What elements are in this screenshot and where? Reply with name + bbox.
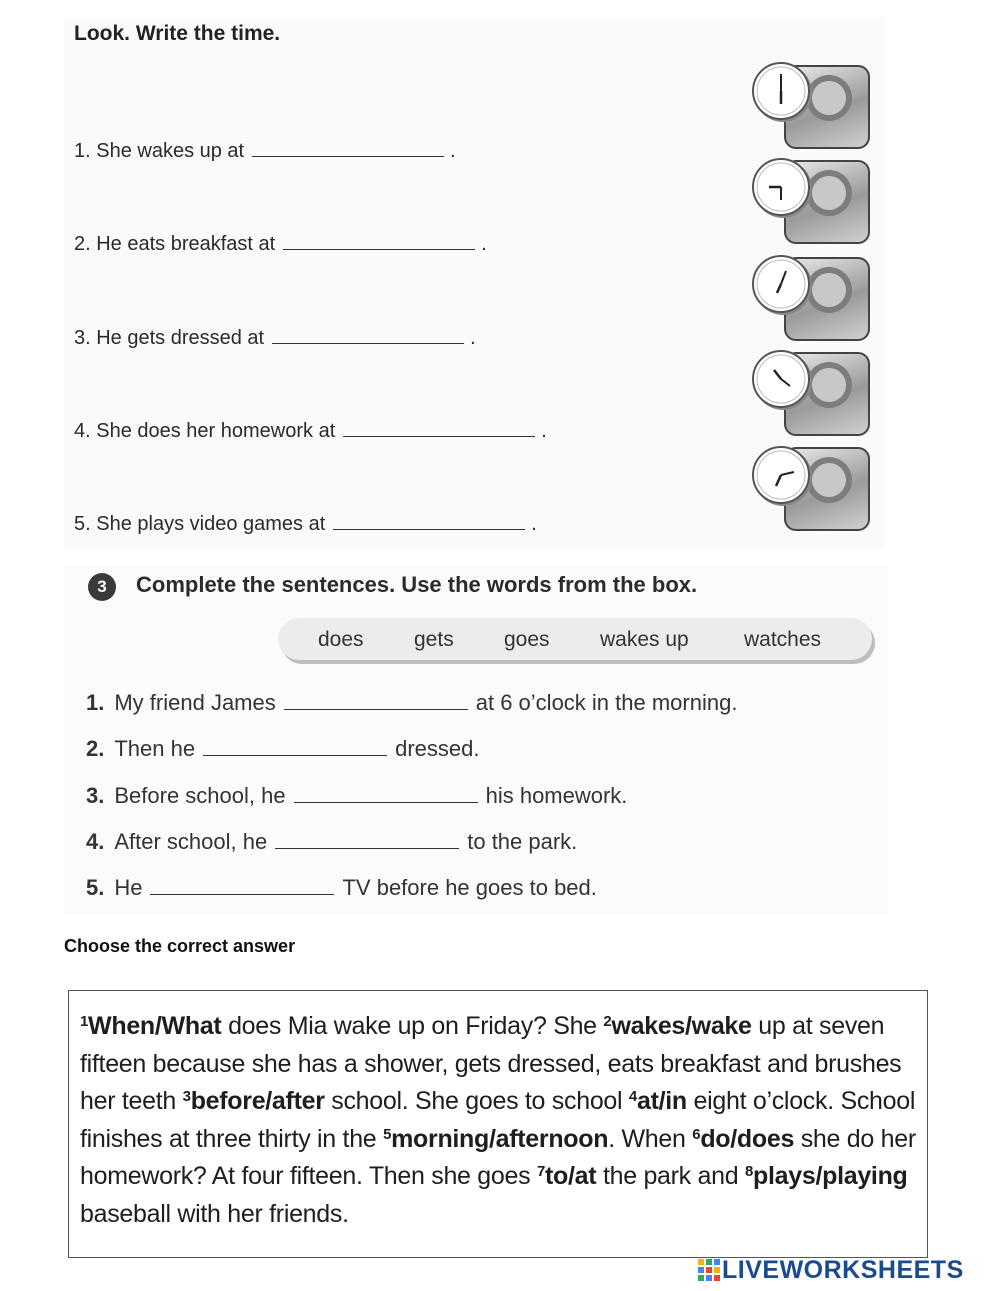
question-1-3: 3. He gets dressed at . bbox=[74, 327, 476, 349]
choice-5[interactable]: morning/afternoon bbox=[391, 1124, 609, 1153]
question-2-2: 2. Then he dressed. bbox=[86, 736, 480, 761]
choice-2[interactable]: wakes/wake bbox=[611, 1012, 752, 1040]
answer-blank[interactable] bbox=[333, 511, 525, 530]
exercise-2-title: Complete the sentences. Use the words from the box. bbox=[136, 572, 698, 597]
question-2-5: 5. He TV before he goes to bed. bbox=[86, 875, 597, 900]
question-1-1: 1. She wakes up at . bbox=[74, 140, 456, 162]
answer-blank[interactable] bbox=[294, 784, 478, 803]
choice-3[interactable]: before/after bbox=[190, 1087, 325, 1115]
liveworksheets-logo-text: LIVEWORKSHEETS bbox=[722, 1256, 964, 1284]
clock-icon bbox=[752, 62, 810, 120]
exercise-number-badge: 3 bbox=[88, 573, 116, 601]
answer-blank[interactable] bbox=[203, 737, 387, 756]
choice-6[interactable]: do/does bbox=[700, 1124, 795, 1153]
word-box-item: wakes up bbox=[600, 628, 689, 651]
answer-blank[interactable] bbox=[283, 231, 475, 250]
word-box-item: does bbox=[318, 628, 364, 651]
exercise-3-title: Choose the correct answer bbox=[64, 936, 296, 956]
choice-4[interactable]: at/in bbox=[636, 1087, 687, 1115]
clock-icon bbox=[752, 446, 810, 504]
answer-blank[interactable] bbox=[252, 138, 444, 157]
choice-8[interactable]: plays/playing bbox=[753, 1162, 908, 1190]
exercise-3-paragraph: $^1$When/What does Mia wake up on Friday? She $^2$wakes/wake up at seven fifteen because she has a shower, gets dressed, eats breakfast and brushes her teeth $^3$before/after school. She goes to school $^4$at/in eight o’clock. School finishes at three thirty in the $^5$morning/afternoon. When $^6$do/does she do her homework? At four fifteen. Then she goes $^7$to/at the park and $^8$plays/playing baseball with her friends. bbox=[80, 1012, 916, 1228]
question-2-4: 4. After school, he to the park. bbox=[86, 829, 578, 854]
answer-blank[interactable] bbox=[343, 418, 535, 437]
word-box-item: goes bbox=[504, 628, 550, 651]
choice-1[interactable]: When/What bbox=[88, 1012, 222, 1040]
clock-icon bbox=[752, 158, 810, 216]
choice-7[interactable]: to/at bbox=[545, 1162, 597, 1190]
question-2-1: 1. My friend James at 6 o’clock in the morning. bbox=[86, 690, 738, 715]
answer-blank[interactable] bbox=[275, 830, 459, 849]
question-1-5: 5. She plays video games at . bbox=[74, 513, 537, 535]
answer-blank[interactable] bbox=[150, 876, 334, 895]
liveworksheets-logo[interactable] bbox=[698, 1256, 964, 1286]
question-1-2: 2. He eats breakfast at . bbox=[74, 233, 487, 255]
question-2-3: 3. Before school, he his homework. bbox=[86, 783, 628, 808]
answer-blank[interactable] bbox=[284, 691, 468, 710]
question-1-4: 4. She does her homework at . bbox=[74, 420, 547, 442]
word-box-item: watches bbox=[744, 628, 822, 651]
exercise-1-title: Look. Write the time. bbox=[74, 22, 281, 45]
clock-icon bbox=[752, 255, 810, 313]
word-box-item: gets bbox=[414, 628, 454, 651]
clock-icon bbox=[752, 350, 810, 408]
liveworksheets-logo-icon bbox=[698, 1259, 720, 1281]
answer-blank[interactable] bbox=[272, 325, 464, 344]
